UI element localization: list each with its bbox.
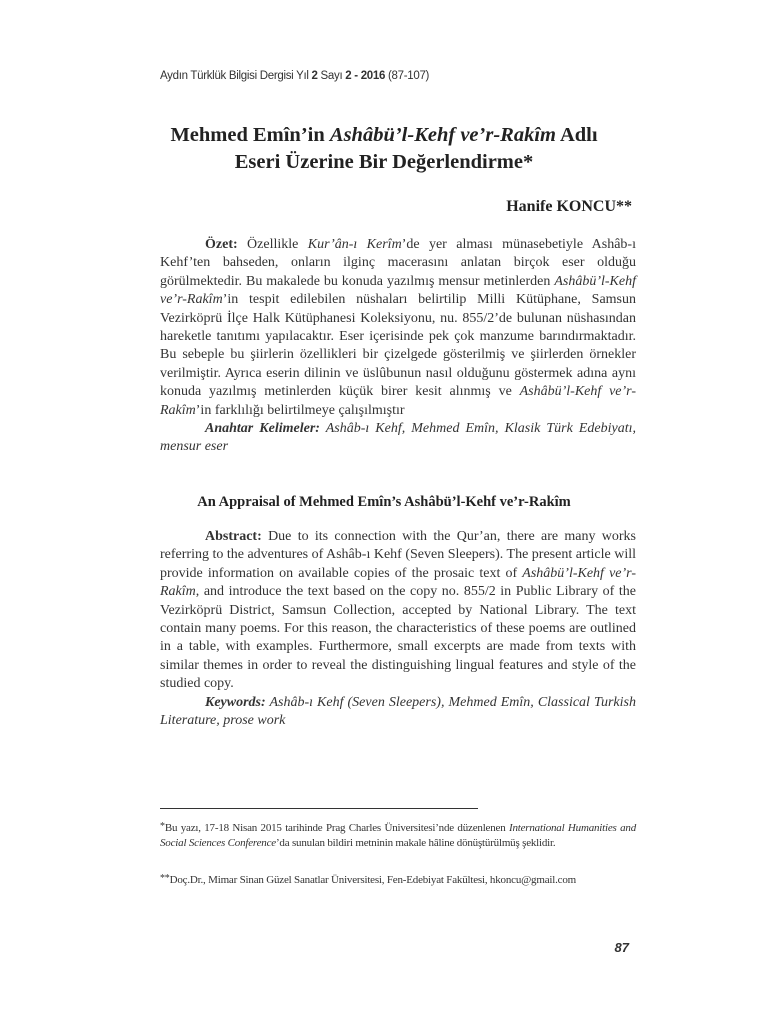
page-number: 87 — [614, 940, 629, 955]
ozet-text: ’de yer alması münasebetiyle Ashâb-ı Kehf’ten bahseden, onların ilginç macerasını anlatan birçok eser olduğu görülmektedir. Bu makalede bu konuda yazılmış mensur metinlerden — [160, 237, 636, 289]
running-header — [160, 70, 429, 82]
footnote-2 — [160, 872, 636, 888]
footnote-mark: * — [160, 821, 165, 832]
title-part3: Adlı — [555, 124, 598, 146]
author-name: Hanife KONCU** — [506, 198, 632, 215]
journal-issue-label: Sayı — [320, 70, 343, 82]
abstract-title: An Appraisal of Mehmed Emîn’s Ashâbü’l-Kehf ve’r-Rakîm — [197, 494, 571, 510]
abstract-paragraph — [160, 528, 636, 694]
journal-dash: - — [354, 70, 358, 82]
abstract-text: , and introduce the text based on the copy no. 855/2 in Public Library of the Vezirköprü District, Samsun Collection, accepted by National Library. The text contain many poems. For this reason, the characteristics of these poems are outlined in a table, with examples. Furthermore, small excerpts are made from texts with similar themes in order to reveal the distinguishing lingual features and style of the studied copy. — [160, 584, 636, 692]
keywords-text: Ashâb-ı Kehf (Seven Sleepers), Mehmed Emîn, Classical Turkish Literature, prose work — [160, 694, 636, 729]
journal-year-number: 2 — [311, 70, 318, 82]
footnote-divider — [160, 808, 478, 809]
footnote-text: ’da sunulan bildiri metninin makale hâline dönüştürülmüş şeklidir. — [275, 836, 556, 849]
footnote-mark: ** — [160, 873, 170, 884]
footnote-text: Bu yazı, 17-18 Nisan 2015 tarihinde Prag Charles Üniversitesi’nde düzenlenen — [164, 822, 509, 834]
ozet-italic-work: Ashâbü’l-Kehf ve’r-Rakîm — [160, 273, 636, 308]
ozet-label: Özet: — [205, 237, 238, 252]
title-part1: Mehmed Emîn’in — [170, 124, 330, 146]
article-title — [130, 122, 638, 176]
journal-pages: (87-107) — [388, 70, 430, 82]
keywords — [160, 694, 636, 731]
ozet-text: ’in tespit edilebilen nüshaları belirtilip Milli Kütüphane, Samsun Vezirköprü İlçe Halk Kütüphanesi Koleksiyonu, nu. 855/2’de bulunan nüshasından hareketle tanıtımı yapılacaktır. Eser içerisinde pek çok manzume barındırmaktadır. Bu sebeple bu şiirlerin özellikleri bir çizelgede gösterilmiş ve şiirlerden örnekler verilmiştir. Ayrıca eserin dilinin ve üslûbunun nasıl olduğunu göstermek adına aynı konuda yazılmış metinlerden küçük birer kesit alınmış ve — [160, 292, 636, 400]
abstract-text: Due to its connection with the Qur’an, there are many works referring to the adventures of Ashâb-ı Kehf (Seven Sleepers). The present article will provide information on available copies of the prosaic text of — [160, 529, 636, 581]
ozet-text: ’in farklılığı belirtilmeye çalışılmıştır — [195, 402, 405, 418]
anahtar-label: Anahtar Kelimeler: — [205, 421, 320, 437]
ozet-paragraph — [160, 236, 636, 420]
title-line2: Eseri Üzerine Bir Değerlendirme* — [234, 151, 534, 173]
journal-name: Aydın Türklük Bilgisi Dergisi Yıl — [160, 70, 309, 82]
abstract-italic-work: Ashâbü’l-Kehf ve’r-Rakîm — [160, 565, 636, 600]
footnote-italic-conference: International Humanities and Social Sciences Conference — [160, 822, 637, 849]
abstract-section — [160, 528, 636, 730]
abstract-label: Abstract: — [205, 529, 262, 544]
journal-issue-number: 2 — [345, 70, 352, 82]
keywords-label: Keywords: — [205, 694, 266, 710]
ozet-italic-quran: Kur’ân-ı Kerîm — [307, 237, 402, 252]
ozet-text: Özellikle — [237, 237, 308, 252]
journal-year: 2016 — [360, 70, 386, 82]
ozet-section — [160, 236, 636, 457]
footnote-text: Doç.Dr., Mimar Sinan Güzel Sanatlar Üniversitesi, Fen-Edebiyat Fakültesi, hkoncu@gmail.com — [169, 874, 576, 886]
ozet-italic-work: Ashâbü’l-Kehf ve’r-Rakîm — [160, 384, 637, 418]
anahtar-text: Ashâb-ı Kehf, Mehmed Emîn, Klasik Türk Edebiyatı, mensur eser — [160, 421, 636, 455]
anahtar-kelimeler — [160, 420, 636, 457]
footnote-1 — [160, 820, 636, 850]
title-work-name: Ashâbü’l-Kehf ve’r-Rakîm — [329, 124, 556, 146]
